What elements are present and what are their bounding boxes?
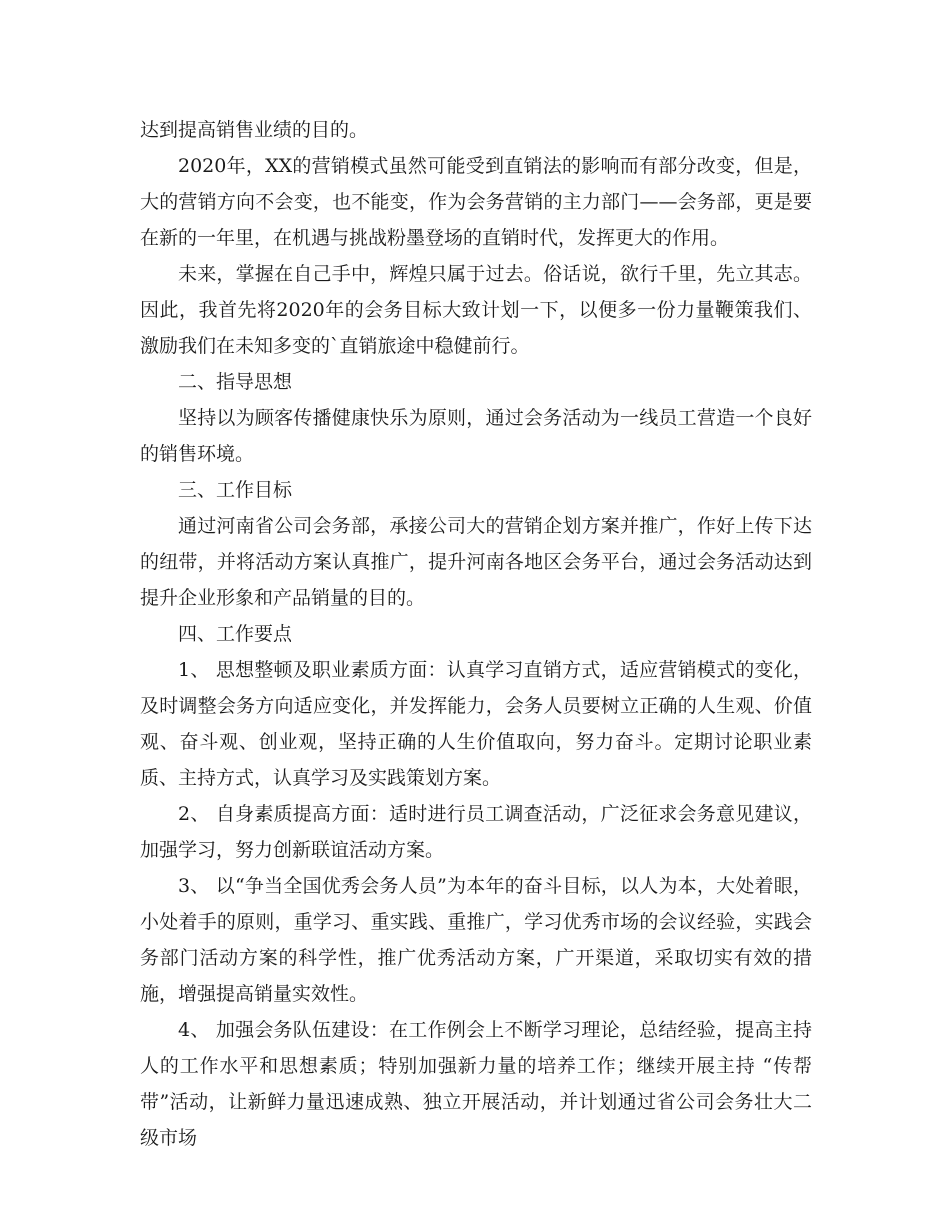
paragraph-continuation: 达到提高销售业绩的目的。 — [140, 119, 369, 141]
list-item-point-3: 3、 以“争当全国优秀会务人员”为本年的奋斗目标，以人为本，大处着眼，小处着手的原则，重学习、重实践、重推广，学习优秀市场的会议经验，实践会务部门活动方案的科学性，推广优秀活动方案，广开渠道，采取切实有效的措施，增强提高销量实效性。 — [140, 875, 812, 1005]
section-heading-work-goals: 三、工作目标 — [178, 479, 293, 501]
section-heading-guiding-thought: 二、指导思想 — [178, 371, 293, 393]
paragraph-work-goals: 通过河南省公司会务部，承接公司大的营销企划方案并推广，作好上传下达的纽带，并将活动方案认真推广，提升河南各地区会务平台，通过会务活动达到提升企业形象和产品销量的目的。 — [140, 515, 812, 609]
paragraph-future-plan: 未来，掌握在自己手中，辉煌只属于过去。俗话说，欲行千里，先立其志。因此，我首先将2020年的会务目标大致计划一下，以便多一份力量鞭策我们、激励我们在未知多变的`直销旅途中稳健前行。 — [140, 263, 812, 357]
document-body — [140, 112, 812, 1156]
list-item-point-2: 2、 自身素质提高方面：适时进行员工调查活动，广泛征求会务意见建议，加强学习，努力创新联谊活动方案。 — [140, 803, 812, 861]
paragraph-guiding-thought: 坚持以为顾客传播健康快乐为原则，通过会务活动为一线员工营造一个良好的销售环境。 — [140, 407, 812, 465]
list-item-point-1: 1、 思想整顿及职业素质方面：认真学习直销方式，适应营销模式的变化，及时调整会务方向适应变化，并发挥能力，会务人员要树立正确的人生观、价值观、奋斗观、创业观，坚持正确的人生价值取向，努力奋斗。定期讨论职业素质、主持方式，认真学习及实践策划方案。 — [140, 659, 812, 789]
section-heading-work-points: 四、工作要点 — [178, 623, 293, 645]
list-item-point-4: 4、 加强会务队伍建设：在工作例会上不断学习理论，总结经验，提高主持人的工作水平和思想素质；特别加强新力量的培养工作；继续开展主持 “传帮带”活动，让新鲜力量迅速成熟、独立开展活动，并计划通过省公司会务壮大二级市场 — [140, 1019, 812, 1149]
paragraph-market-outlook: 2020年，XX的营销模式虽然可能受到直销法的影响而有部分改变，但是，大的营销方向不会变，也不能变，作为会务营销的主力部门——会务部，更是要在新的一年里，在机遇与挑战粉墨登场的直销时代，发挥更大的作用。 — [140, 155, 812, 249]
